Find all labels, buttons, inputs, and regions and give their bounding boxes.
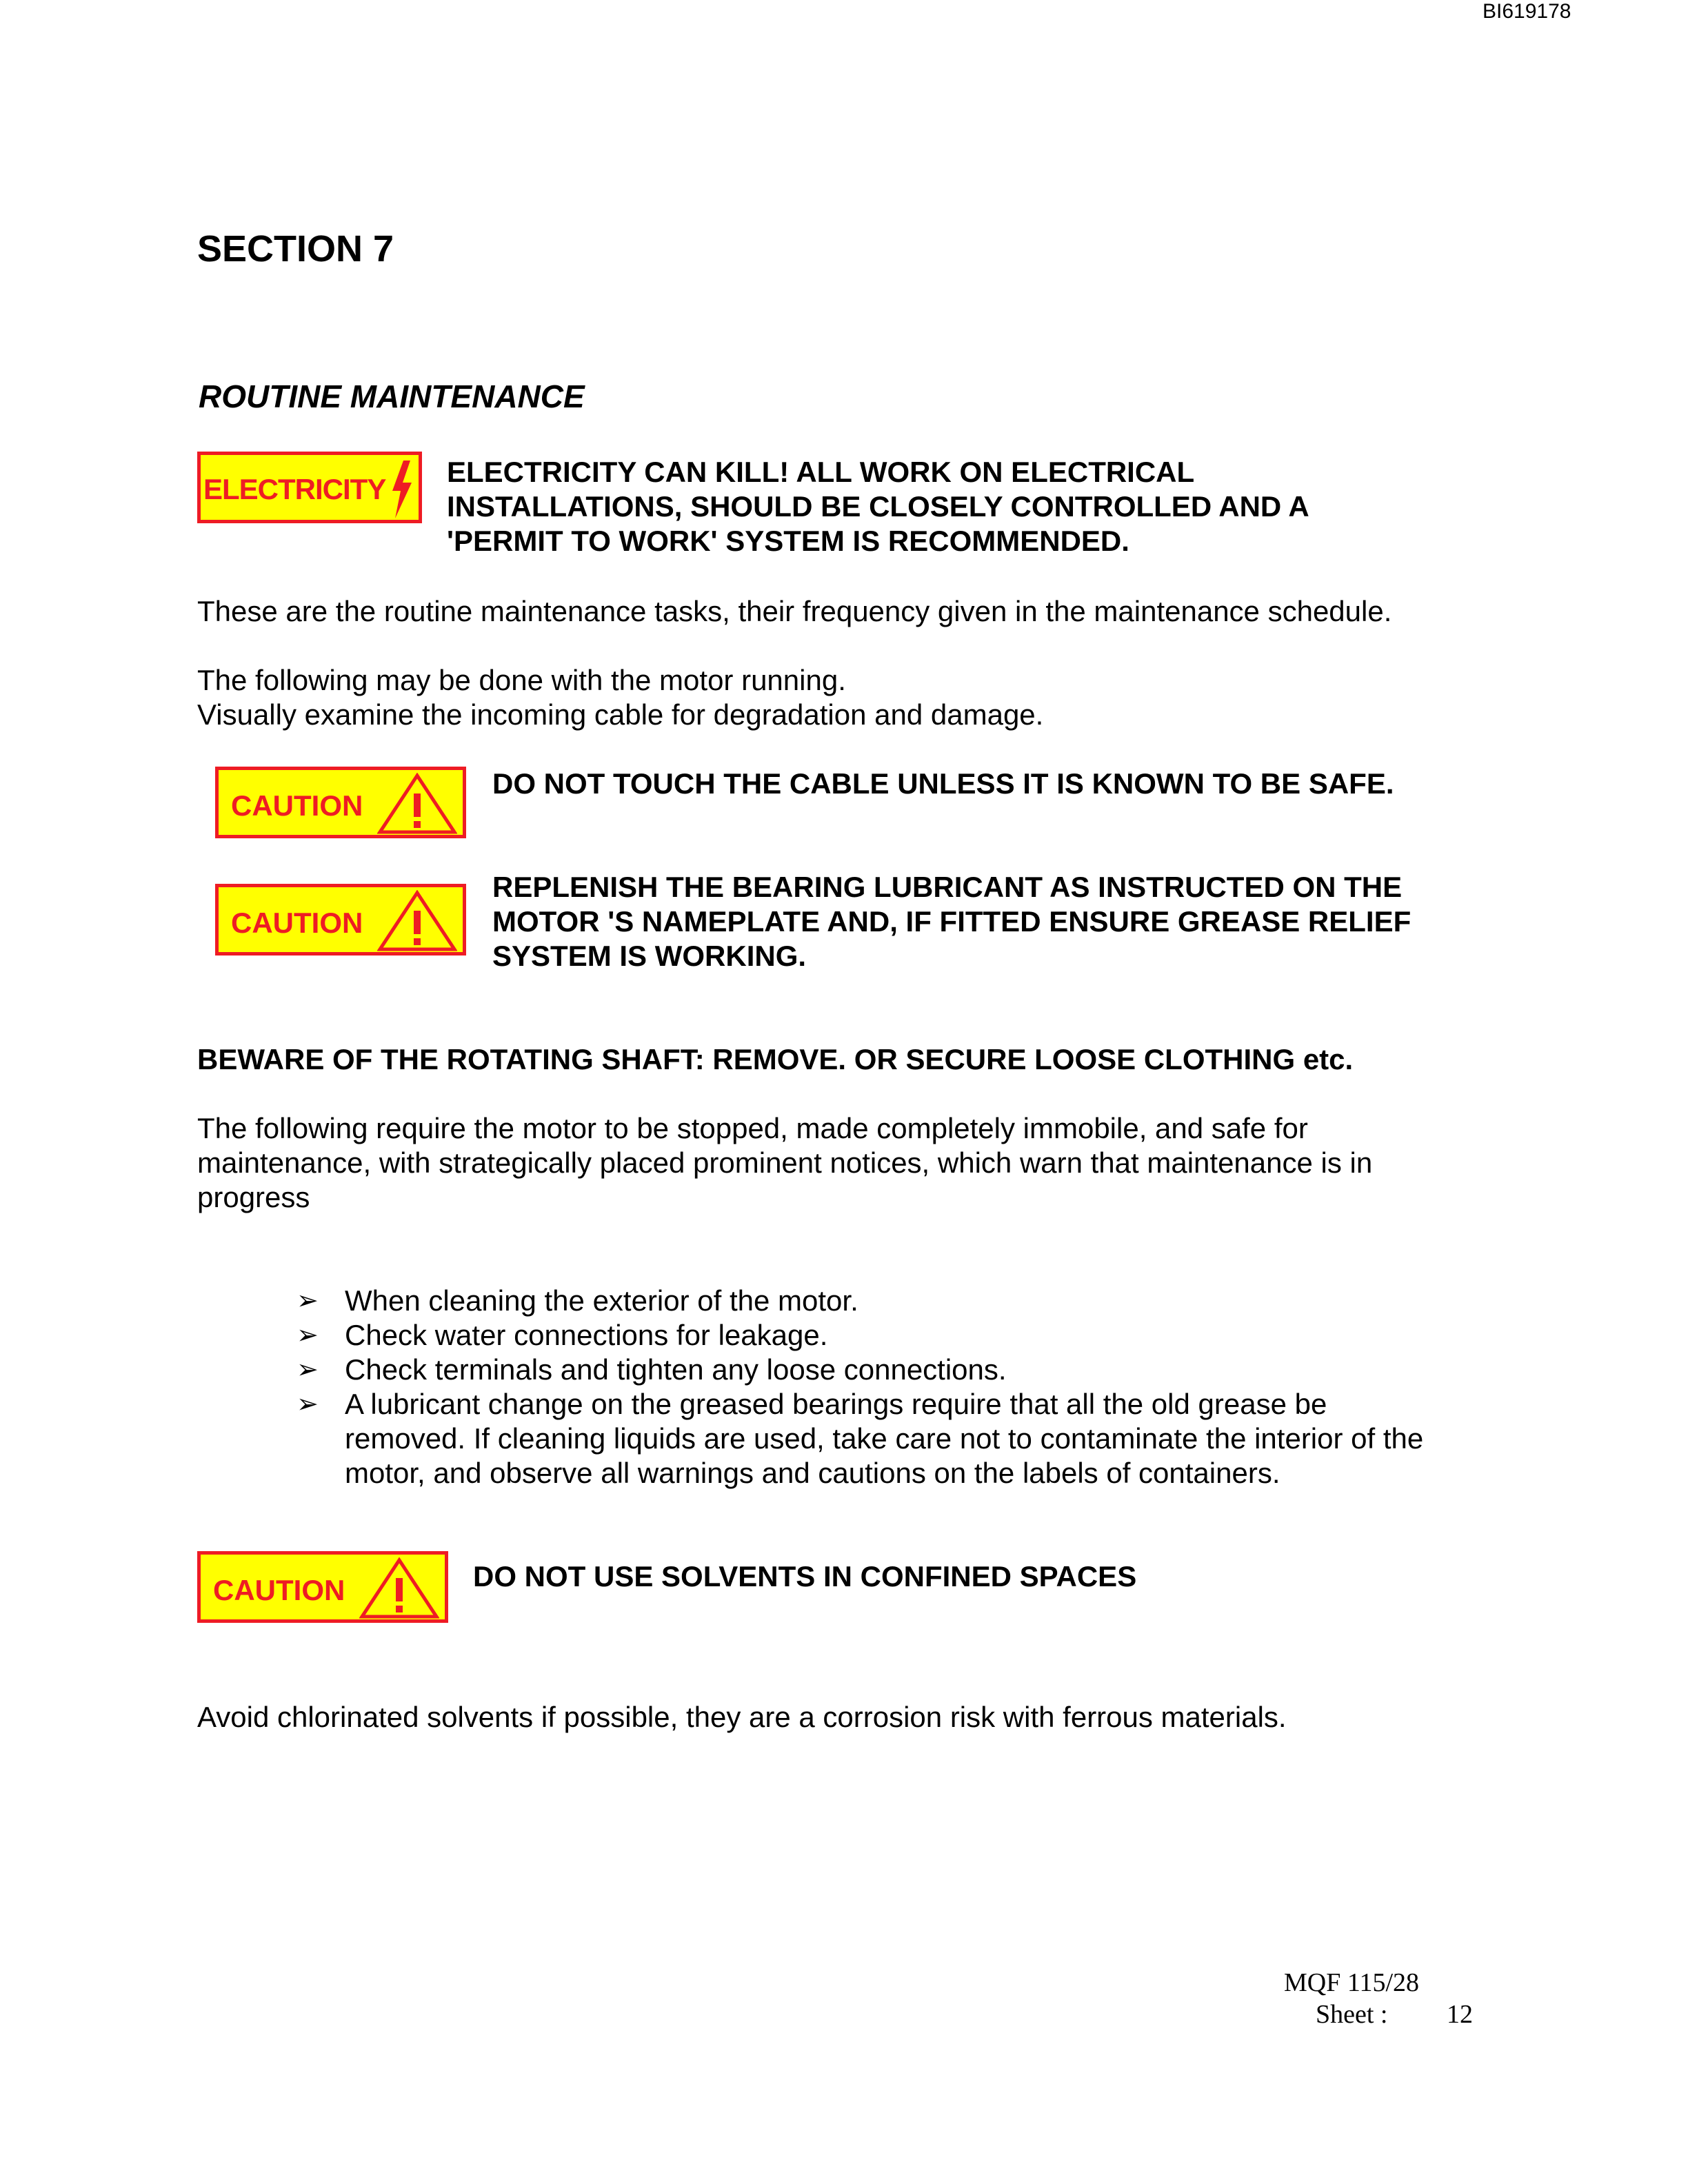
stopped-paragraph xyxy=(197,1111,1645,1215)
closing-paragraph: Avoid chlorinated solvents if possible, they are a corrosion risk with ferrous materials. xyxy=(197,1701,1287,1733)
arrow-bullet-icon: ➢ xyxy=(297,1321,319,1350)
caution-sign-lubricant xyxy=(215,884,466,956)
warning-triangle-icon xyxy=(359,1557,439,1619)
list-item xyxy=(297,1387,1538,1490)
running-line: Visually examine the incoming cable for degradation and damage. xyxy=(197,698,1044,731)
caution-sign-solvents xyxy=(197,1551,448,1623)
footer-sheet-label: Sheet : xyxy=(1316,2000,1388,2029)
warning-triangle-icon xyxy=(377,773,457,835)
list-item-line: motor, and observe all warnings and cautions on the labels of containers. xyxy=(345,1457,1280,1489)
beware-warning: BEWARE OF THE ROTATING SHAFT: REMOVE. OR SECURE LOOSE CLOTHING etc. xyxy=(197,1043,1354,1075)
caution-line: DO NOT USE SOLVENTS IN CONFINED SPACES xyxy=(473,1560,1137,1593)
maintenance-task-list xyxy=(297,1284,1538,1490)
electricity-sign-label: ELECTRICITY xyxy=(203,473,386,505)
footer-document-code: MQF 115/28 xyxy=(1284,1968,1420,1997)
caution-line: DO NOT TOUCH THE CABLE UNLESS IT IS KNOWN TO BE SAFE. xyxy=(492,767,1394,800)
stopped-line: The following require the motor to be stopped, made completely immobile, and safe for xyxy=(197,1112,1308,1144)
arrow-bullet-icon: ➢ xyxy=(297,1390,319,1419)
section-subtitle: ROUTINE MAINTENANCE xyxy=(199,378,585,414)
list-item xyxy=(297,1318,1538,1353)
stopped-line: progress xyxy=(197,1181,310,1213)
document-id: BI619178 xyxy=(1483,0,1571,23)
warning-line: ELECTRICITY CAN KILL! ALL WORK ON ELECTRICAL xyxy=(447,456,1195,488)
caution-text-solvents xyxy=(473,1559,1645,1594)
list-item-line: removed. If cleaning liquids are used, take care not to contaminate the interior of the xyxy=(345,1422,1424,1455)
caution-line: REPLENISH THE BEARING LUBRICANT AS INSTRUCTED ON THE xyxy=(492,871,1403,903)
electricity-warning-text xyxy=(447,455,1654,558)
list-item-line: Check water connections for leakage. xyxy=(345,1319,828,1351)
caution-text-lubricant xyxy=(492,870,1665,973)
caution-sign-cable xyxy=(215,767,466,838)
section-title: SECTION 7 xyxy=(197,228,394,270)
stopped-line: maintenance, with strategically placed prominent notices, which warn that maintenance is in xyxy=(197,1146,1373,1179)
lightning-bolt-icon xyxy=(390,461,413,518)
arrow-bullet-icon: ➢ xyxy=(297,1355,319,1384)
caution-text-cable xyxy=(492,767,1651,801)
caution-line: MOTOR 'S NAMEPLATE AND, IF FITTED ENSURE GREASE RELIEF xyxy=(492,905,1411,938)
warning-line: INSTALLATIONS, SHOULD BE CLOSELY CONTROLLED AND A xyxy=(447,490,1309,523)
caution-line: SYSTEM IS WORKING. xyxy=(492,940,807,972)
warning-triangle-icon xyxy=(377,890,457,952)
caution-sign-label: CAUTION xyxy=(231,907,363,939)
electricity-warning-sign xyxy=(197,452,422,523)
running-paragraph xyxy=(197,663,1645,732)
running-line: The following may be done with the motor running. xyxy=(197,664,846,696)
list-item-line: Check terminals and tighten any loose connections. xyxy=(345,1353,1007,1386)
list-item-line: A lubricant change on the greased bearings require that all the old grease be xyxy=(345,1388,1327,1420)
list-item-line: When cleaning the exterior of the motor. xyxy=(345,1284,858,1317)
footer-sheet-number: 12 xyxy=(1447,2000,1473,2029)
warning-line: 'PERMIT TO WORK' SYSTEM IS RECOMMENDED. xyxy=(447,525,1129,557)
caution-sign-label: CAUTION xyxy=(213,1574,345,1606)
caution-sign-label: CAUTION xyxy=(231,789,363,822)
arrow-bullet-icon: ➢ xyxy=(297,1286,319,1315)
list-item xyxy=(297,1284,1538,1318)
list-item xyxy=(297,1353,1538,1387)
intro-paragraph: These are the routine maintenance tasks, their frequency given in the maintenance schedule. xyxy=(197,595,1392,627)
